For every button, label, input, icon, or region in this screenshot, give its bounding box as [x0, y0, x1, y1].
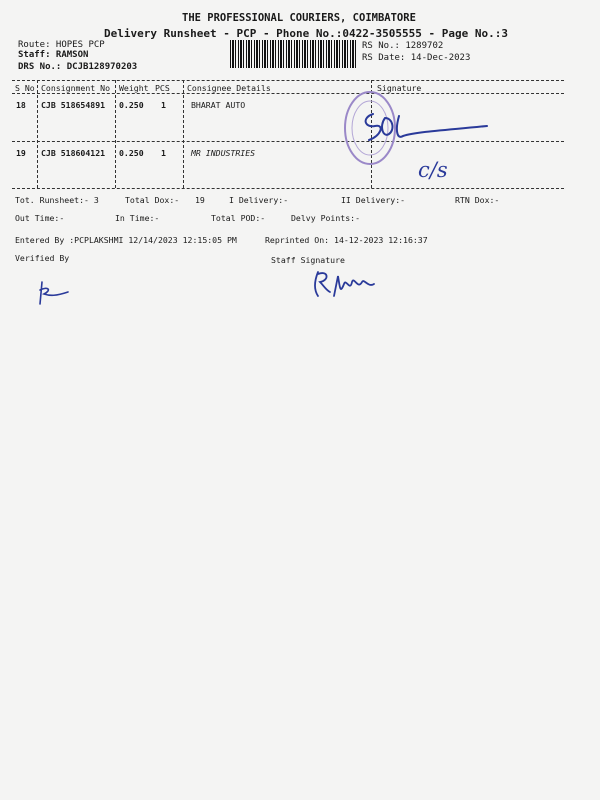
tot-runsheet: Tot. Runsheet:- 3	[15, 195, 99, 205]
table-row-consignee: BHARAT AUTO	[191, 100, 246, 110]
table-row-sno: 18	[16, 100, 26, 110]
recipient-signature	[355, 106, 495, 154]
table-row-sno: 19	[16, 148, 26, 158]
divider	[115, 80, 116, 188]
table-row-weight: 0.250	[119, 148, 144, 158]
total-dox-value: 19	[195, 195, 205, 205]
table-row-weight: 0.250	[119, 100, 144, 110]
rtn-dox: RTN Dox:-	[455, 195, 500, 205]
delvy-points: Delvy Points:-	[291, 213, 361, 223]
rule	[12, 93, 564, 94]
total-pod: Total POD:-	[211, 213, 266, 223]
rule	[12, 80, 564, 81]
handwritten-note: c/s	[418, 158, 448, 182]
company-name: THE PROFESSIONAL COURIERS, COIMBATORE	[182, 12, 416, 24]
ii-delivery: II Delivery:-	[341, 195, 406, 205]
col-consignment: Consignment No	[41, 83, 111, 93]
verified-by-label: Verified By	[15, 253, 70, 263]
col-weight: Weight	[119, 83, 149, 93]
col-sno: S No	[15, 83, 35, 93]
drs-number: DRS No.: DCJB128970203	[18, 62, 138, 72]
divider	[183, 80, 184, 188]
total-dox: Total Dox:-	[125, 195, 180, 205]
rule	[12, 188, 564, 189]
rs-date: RS Date: 14-Dec-2023	[362, 53, 471, 63]
table-row-consignee: MR INDUSTRIES	[191, 148, 256, 158]
col-consignee: Consignee Details	[187, 83, 271, 93]
col-pcs: PCS	[155, 83, 170, 93]
rs-number: RS No.: 1289702	[362, 41, 444, 51]
table-row-consignment: CJB 518654891	[41, 100, 106, 110]
table-row-pcs: 1	[161, 148, 166, 158]
staff-signature-label: Staff Signature	[271, 255, 345, 265]
entered-by: Entered By :PCPLAKSHMI 12/14/2023 12:15:05 PM	[15, 235, 237, 245]
i-delivery: I Delivery:-	[229, 195, 289, 205]
table-row-pcs: 1	[161, 100, 166, 110]
reprinted-on: Reprinted On: 14-12-2023 12:16:37	[265, 235, 428, 245]
table-row-consignment: CJB 518604121	[41, 148, 106, 158]
staff-signature	[310, 268, 380, 300]
barcode	[230, 40, 358, 68]
col-signature: Signature	[377, 83, 422, 93]
route-label: Route: HOPES PCP	[18, 40, 105, 50]
runsheet-title: Delivery Runsheet - PCP - Phone No.:0422-3505555 - Page No.:3	[104, 27, 508, 40]
in-time: In Time:-	[115, 213, 160, 223]
divider	[37, 80, 38, 188]
out-time: Out Time:-	[15, 213, 65, 223]
verifier-initial	[34, 280, 74, 308]
staff-label: Staff: RAMSON	[18, 50, 89, 60]
